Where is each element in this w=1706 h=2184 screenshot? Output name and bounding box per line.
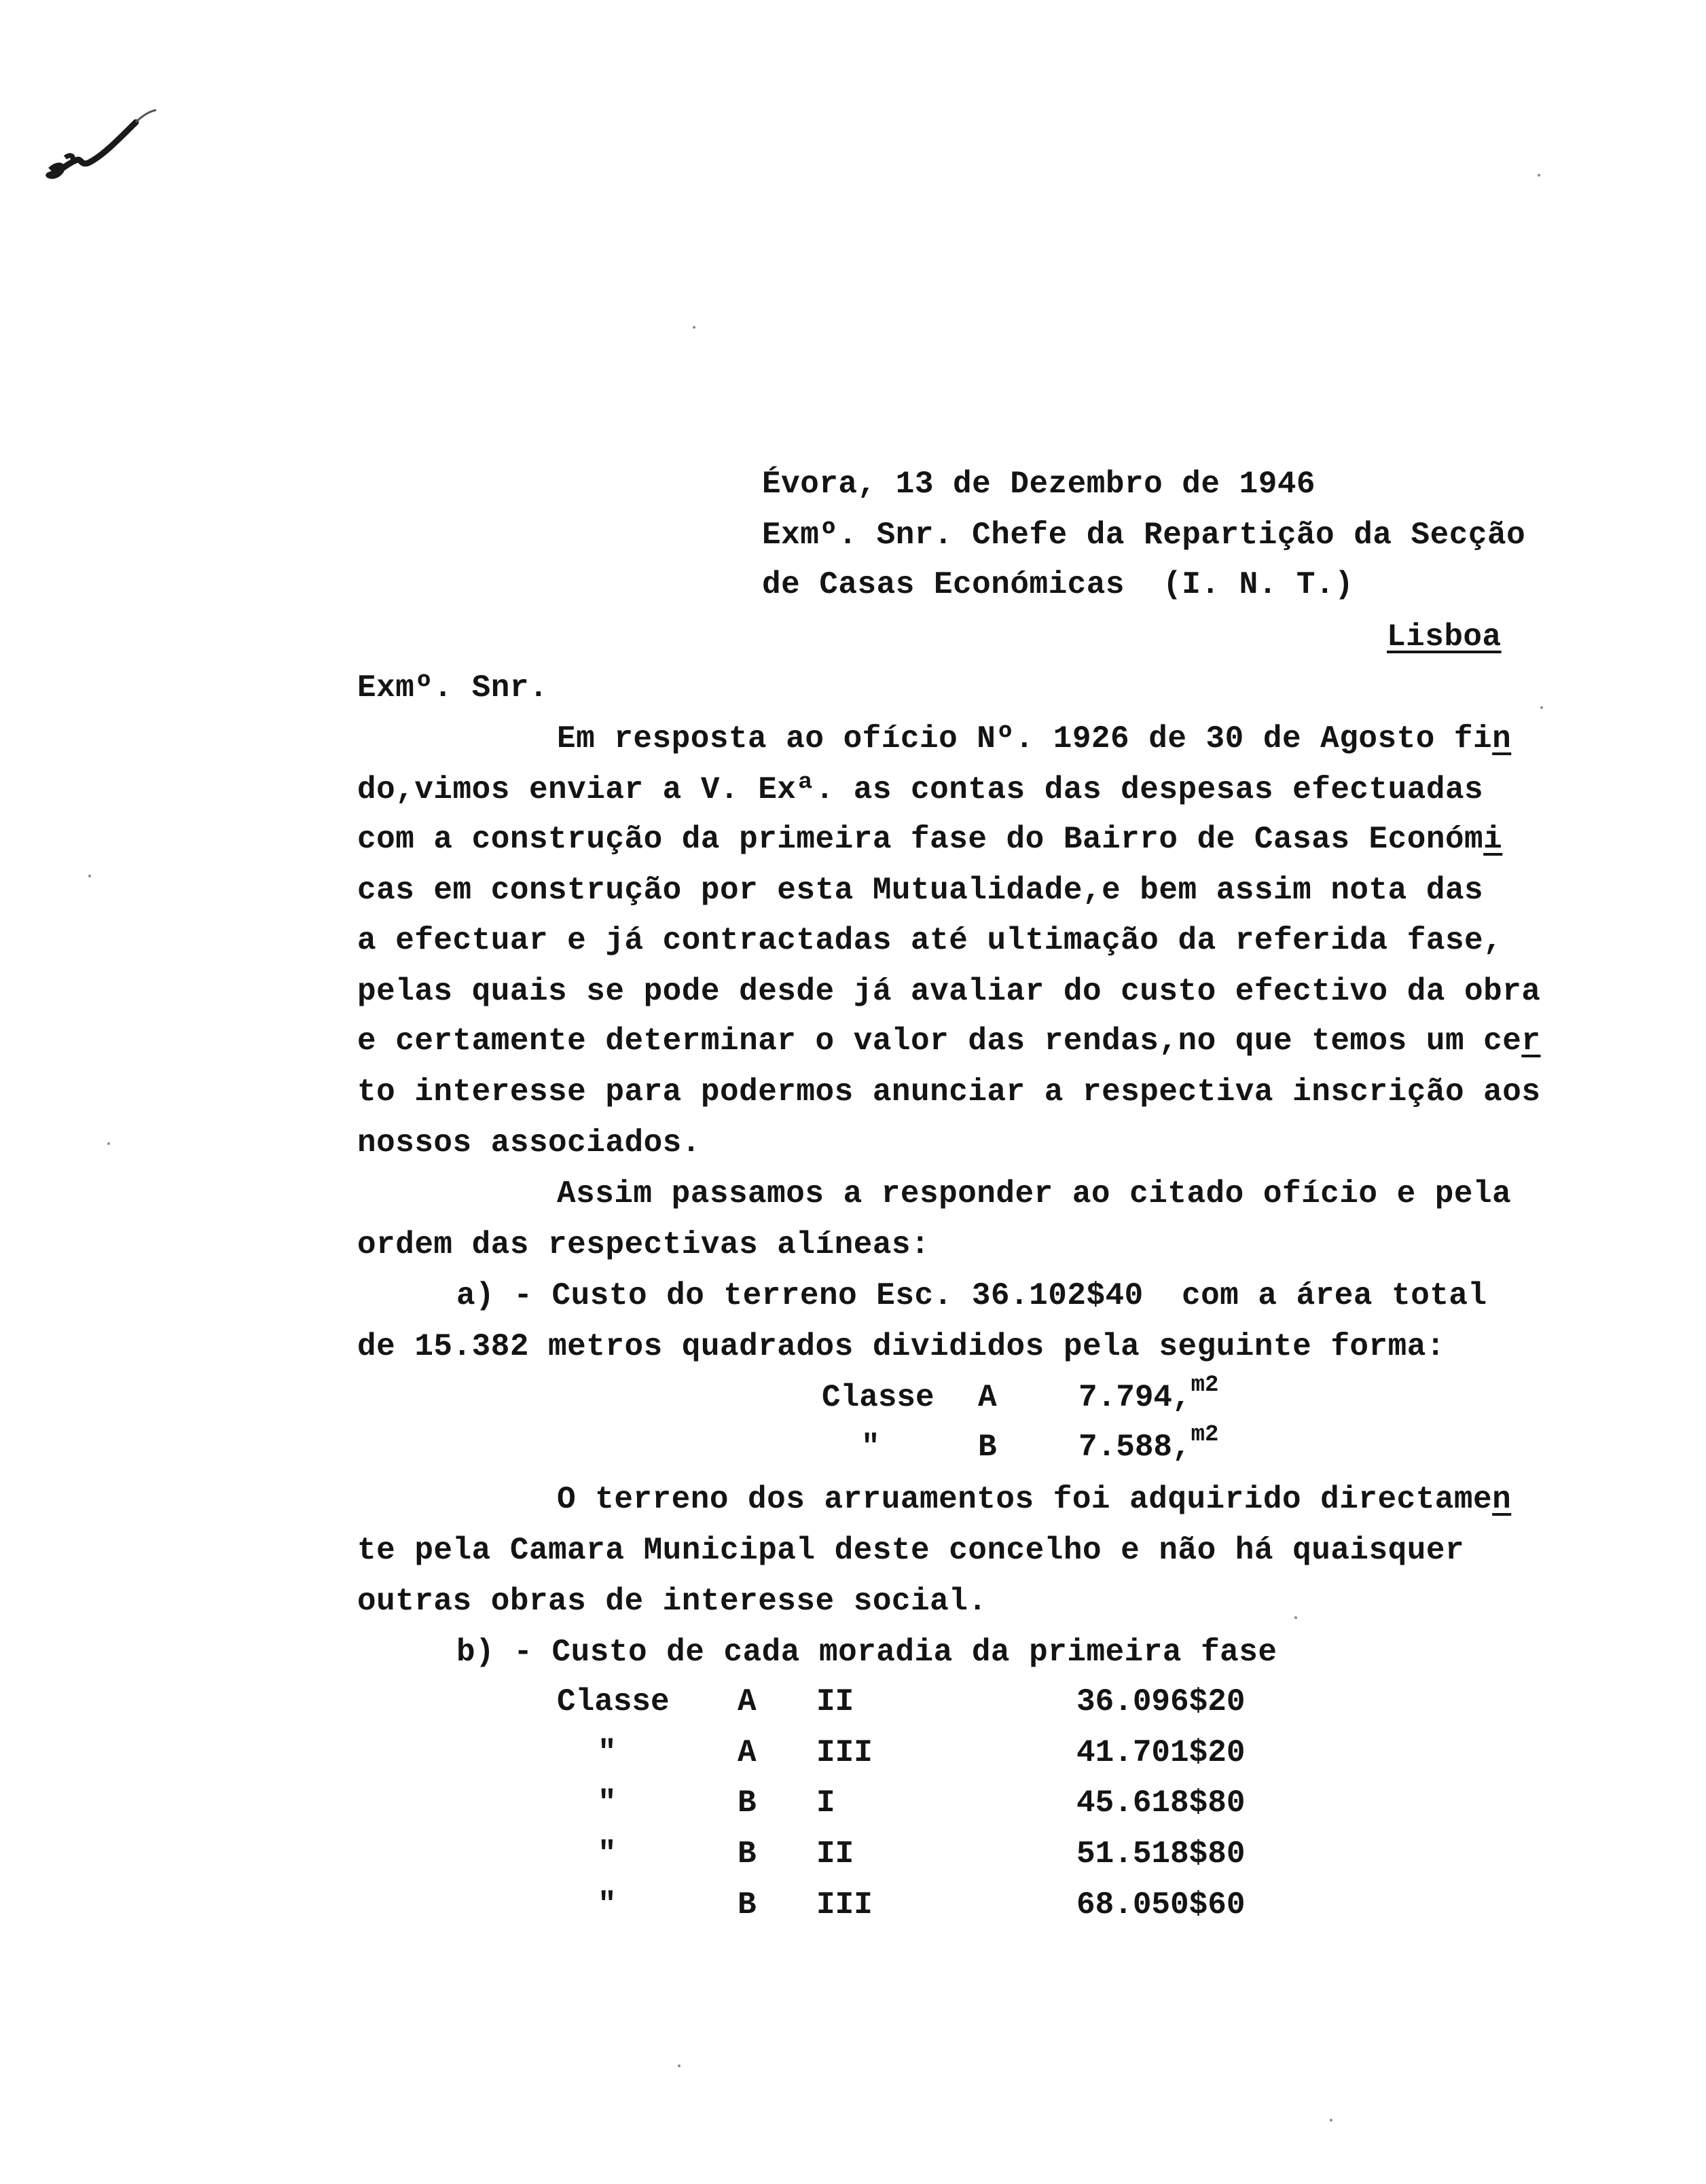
paragraph-1-line-8: to interesse para podermos anunciar a respectiva inscrição aos <box>357 1074 1541 1110</box>
hyphen-fragment: r <box>1521 1023 1541 1059</box>
paragraph-3-line-3: outras obras de interesse social. <box>357 1584 987 1619</box>
land-row-class: B <box>978 1430 997 1465</box>
addressee-city: Lisboa <box>1387 619 1502 655</box>
item-a-line-2: de 15.382 metros quadrados divididos pela seguinte forma: <box>357 1329 1445 1364</box>
cost-row-type: III <box>816 1887 873 1923</box>
scan-speck <box>693 326 695 329</box>
place-date: Évora, 13 de Dezembro de 1946 <box>762 467 1316 502</box>
paragraph-1-line-7: e certamente determinar o valor das rendas,no que temos um cer <box>357 1023 1541 1059</box>
cost-row-type: II <box>816 1836 854 1872</box>
salutation: Exmº. Snr. <box>357 670 549 706</box>
cost-row-class: B <box>738 1836 757 1872</box>
land-row-label: Classe <box>822 1380 934 1415</box>
cost-row-class: B <box>738 1887 757 1923</box>
area-unit: m2 <box>1191 1372 1219 1398</box>
cost-row-type: II <box>816 1684 854 1719</box>
scan-speck <box>1294 1616 1297 1619</box>
cost-row-label: " <box>598 1735 617 1770</box>
paragraph-1-line-4: cas em construção por esta Mutualidade,e bem assim nota das <box>357 873 1484 908</box>
scan-speck <box>1540 706 1543 709</box>
cost-row-value: 68.050$60 <box>1076 1887 1246 1923</box>
paragraph-2-line-2: ordem das respectivas alíneas: <box>357 1227 930 1262</box>
cost-row-value: 51.518$80 <box>1076 1836 1246 1872</box>
scan-speck <box>88 875 91 877</box>
paragraph-2-line-1: Assim passamos a responder ao citado ofício e pela <box>557 1176 1512 1212</box>
scan-speck <box>678 2064 680 2067</box>
cost-row-value: 45.618$80 <box>1076 1785 1246 1821</box>
cost-row-class: A <box>738 1735 757 1770</box>
paragraph-3-line-2: te pela Camara Municipal deste concelho e não há quaisquer <box>357 1533 1465 1568</box>
item-b-heading: b) - Custo de cada moradia da primeira fase <box>456 1635 1277 1670</box>
scan-speck <box>1538 174 1540 177</box>
land-row-class: A <box>978 1380 997 1415</box>
land-row-label: " <box>861 1430 880 1465</box>
hyphen-fragment: n <box>1492 1482 1512 1517</box>
cost-row-value: 36.096$20 <box>1076 1684 1246 1719</box>
cost-row-label: Classe <box>557 1684 670 1719</box>
handwritten-mark-icon <box>41 95 163 197</box>
hyphen-fragment: i <box>1483 822 1503 857</box>
scan-speck <box>1330 2119 1332 2122</box>
cost-row-label: " <box>598 1836 617 1872</box>
area-unit: m2 <box>1191 1422 1219 1448</box>
paragraph-3-line-1: O terreno dos arruamentos foi adquirido directamen <box>557 1482 1512 1517</box>
cost-row-value: 41.701$20 <box>1076 1735 1246 1770</box>
land-row-area: 7.588,$^{m2}$ <box>1078 1422 1219 1465</box>
addressee-line-2: de Casas Económicas (I. N. T.) <box>762 567 1354 602</box>
paragraph-1-line-3: com a construção da primeira fase do Bairro de Casas Económi <box>357 822 1503 857</box>
paragraph-1-line-2: do,vimos enviar a V. Exª. as contas das despesas efectuadas <box>357 772 1484 807</box>
addressee-line-1: Exmº. Snr. Chefe da Repartição da Secção <box>762 517 1526 553</box>
cost-row-class: B <box>738 1785 757 1821</box>
paragraph-1-line-5: a efectuar e já contractadas até ultimação da referida fase, <box>357 923 1503 958</box>
land-row-area: 7.794,$^{m2}$ <box>1078 1372 1219 1415</box>
scan-speck <box>107 1142 110 1145</box>
paragraph-1-line-9: nossos associados. <box>357 1125 701 1161</box>
hyphen-fragment: n <box>1492 721 1512 757</box>
cost-row-class: A <box>738 1684 757 1719</box>
cost-row-type: I <box>816 1785 835 1821</box>
paragraph-1-line-6: pelas quais se pode desde já avaliar do custo efectivo da obra <box>357 974 1541 1009</box>
cost-row-label: " <box>598 1887 617 1923</box>
item-a-line-1: a) - Custo do terreno Esc. 36.102$40 com a área total <box>456 1278 1487 1313</box>
cost-row-label: " <box>598 1785 617 1821</box>
cost-row-type: III <box>816 1735 873 1770</box>
paragraph-1-line-1: Em resposta ao ofício Nº. 1926 de 30 de Agosto fin <box>557 721 1512 757</box>
